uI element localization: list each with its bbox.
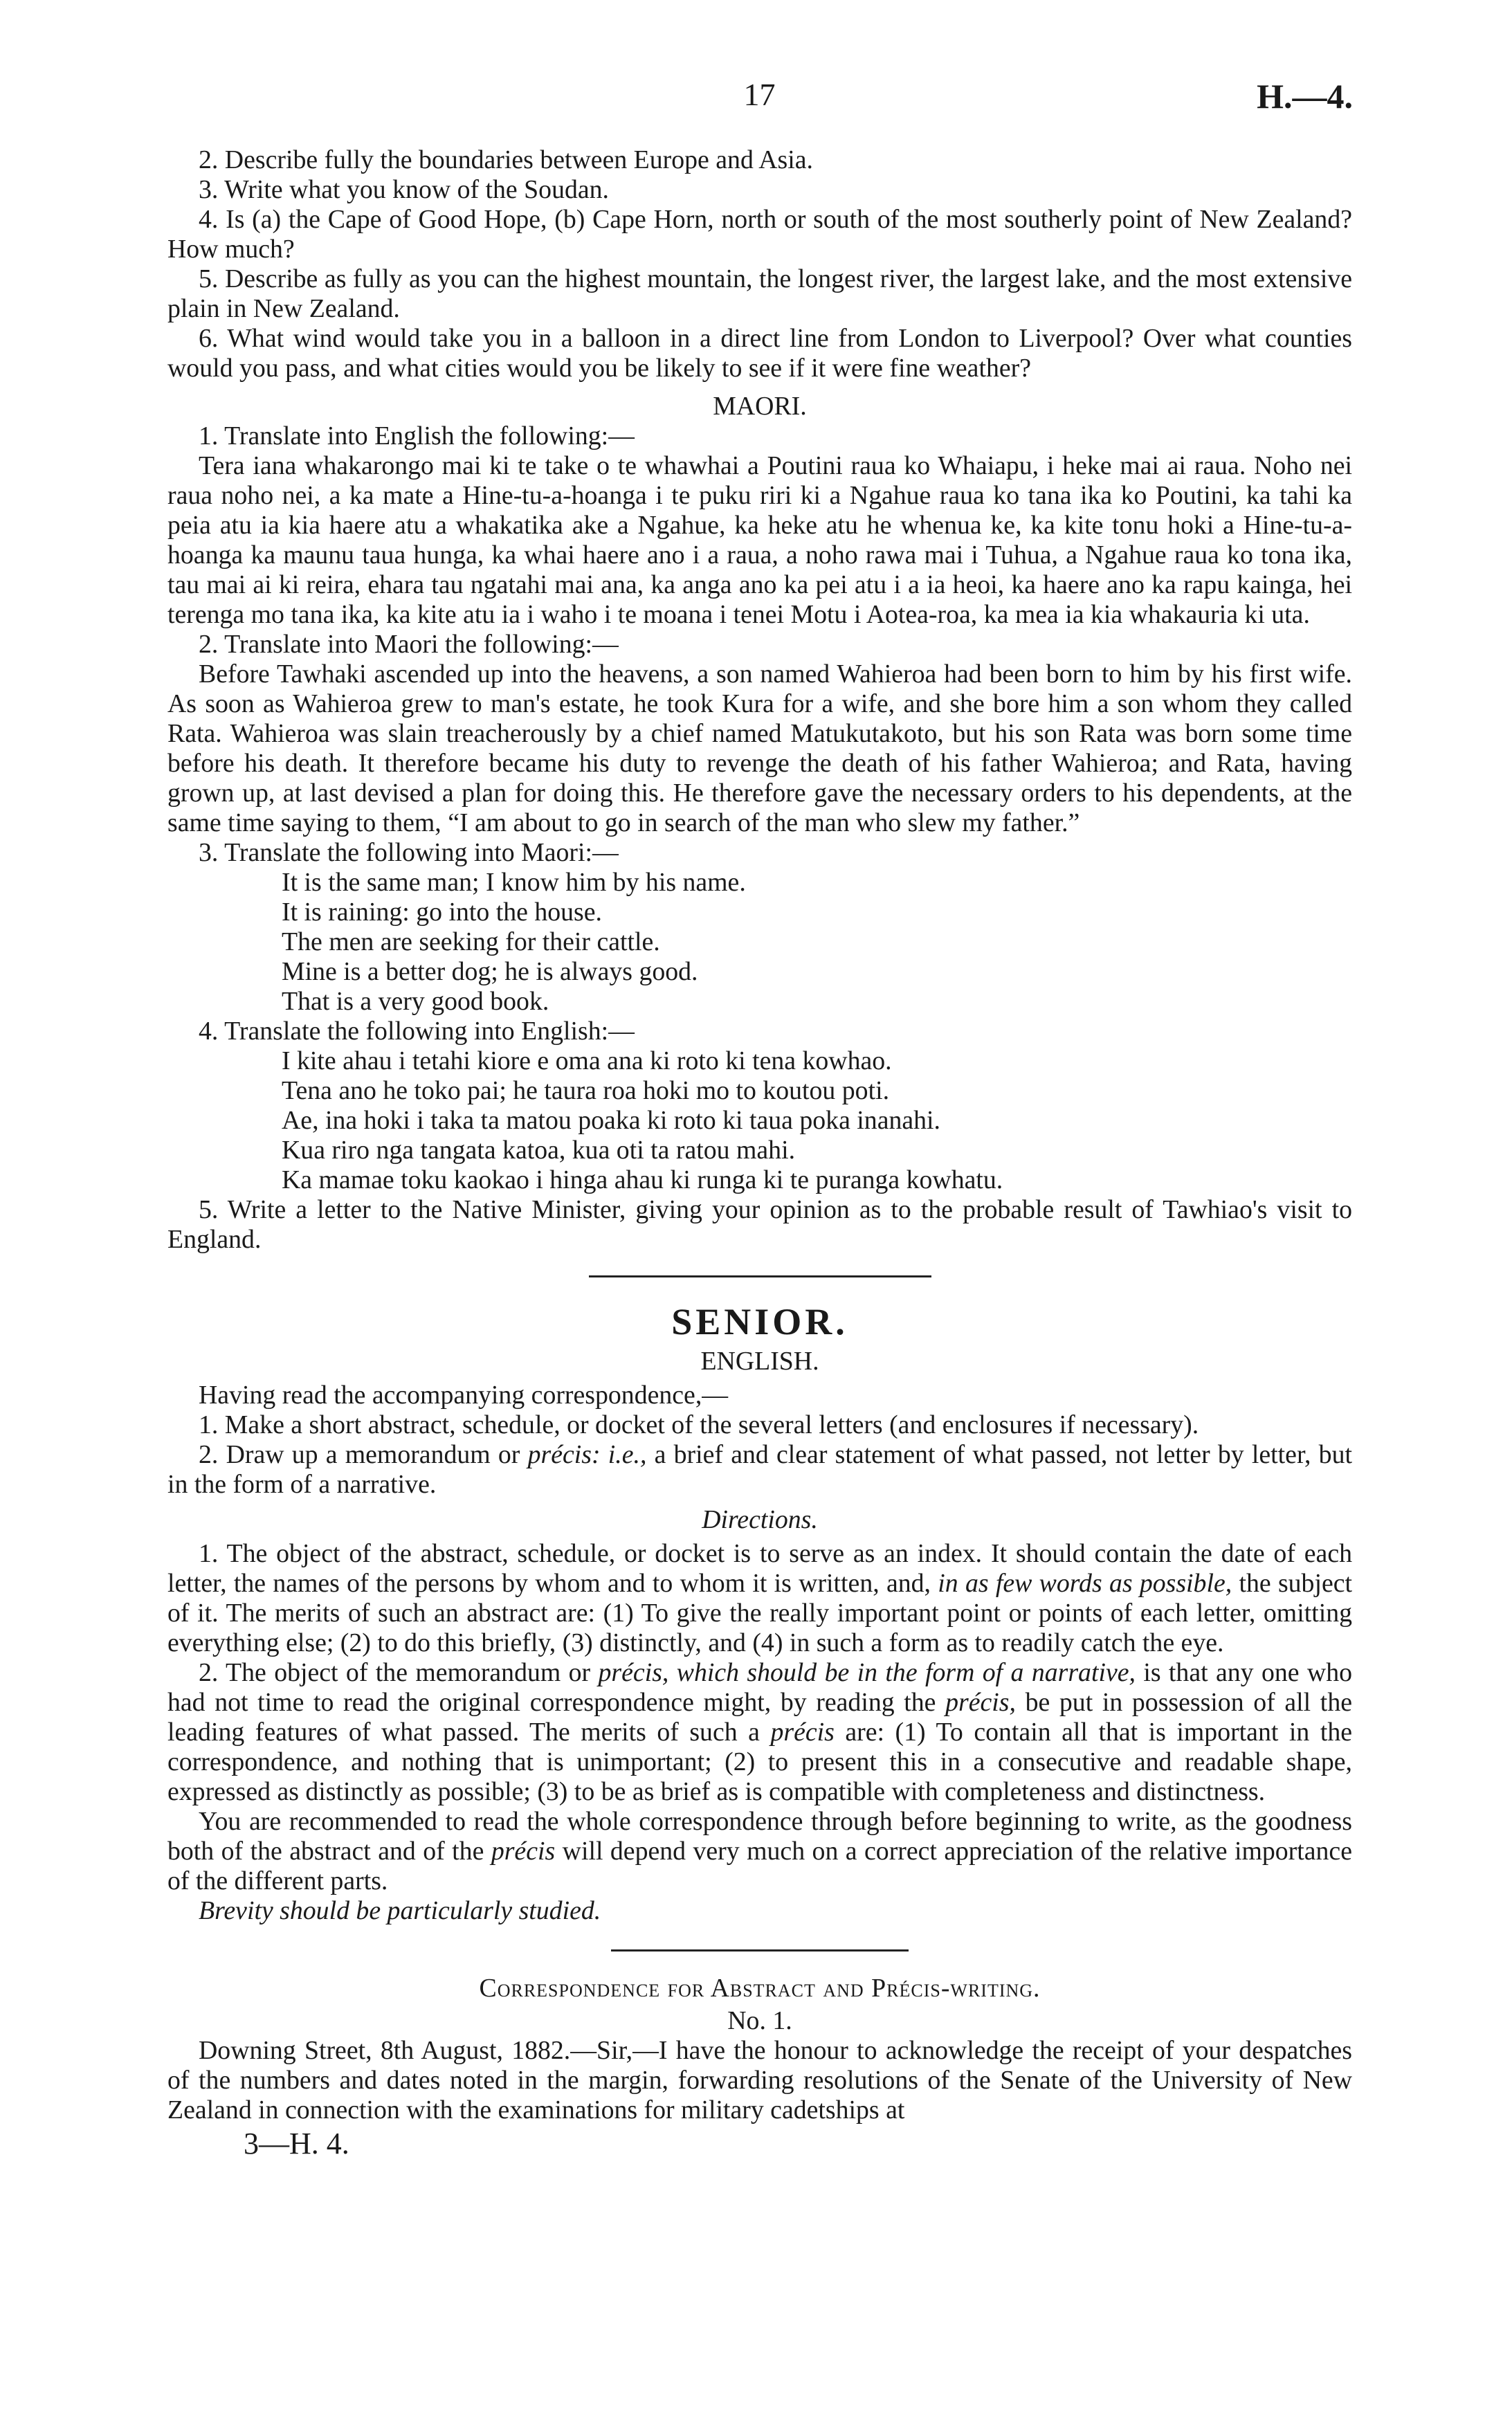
english-heading: ENGLISH.: [700, 1347, 819, 1376]
senior-heading: SENIOR.: [671, 1301, 848, 1343]
maori-q1-text: Tera iana whakarongo mai ki te take o te whawhai a Poutini raua ko Whaiapu, i heke mai ai raua. Noho nei raua noho nei, a ka mate a Hine-tu-a-hoanga i te puku riri ki a Ngahue raua ko tana ika ko Poutini, ka tahi ka peia atu ia kia haere atu a whakatika ake a Ngahue, ka heke atu he whenua ke, ka kite tonu hoki a Hine-tu-a-hoanga ka maunu taua hunga, ka whai haere ano i a raua, a noho rawa mai i Tuhua, a Ngahue raua ko tona ika, tau mai ai ki reira, ehara tau ngatahi mai ana, ka anga ano ka pei atu i a ia heoi, ka haere ano ka rapu kainga, hei terenga mo tana ika, ka kite atu ia i waho i te moana i tenei Motu i Aotea-roa, ka mea ia kia whakauria ki uta.: [167, 451, 1352, 629]
maori-q1-instruction: 1. Translate into English the following:—: [199, 421, 635, 451]
correspondence-divider: [611, 1949, 909, 1951]
geography-question-2: 2. Describe fully the boundaries between Europe and Asia.: [199, 145, 813, 174]
maori-q4-line: Kua riro nga tangata katoa, kua oti ta ratou mahi.: [282, 1136, 796, 1165]
direction-2: 2. The object of the memorandum or précis, which should be in the form of a narrative, is that any one who had not time to read the original correspondence might, by reading the précis, be put in possession of all the leading features of what passed. The merits of such a précis are: (1) To contain all that is important in the correspondence, and nothing that is unimportant; (2) to present this in a consecutive and readable shape, expressed as distinctly as possible; (3) to be as brief as is compatible with completeness and distinctness.: [167, 1658, 1352, 1806]
letter-text: Downing Street, 8th August, 1882.—Sir,—I have the honour to acknowledge the receipt of your despatches of the numbers and dates noted in the margin, forwarding resolutions of the Senate of the University of New Zealand in connection with the examinations for military cadetships at: [167, 2036, 1352, 2125]
maori-q4-line: I kite ahau i tetahi kiore e oma ana ki roto ki tena kowhao.: [282, 1046, 892, 1075]
maori-q3-line: It is the same man; I know him by his name.: [282, 868, 746, 897]
maori-q4-instruction: 4. Translate the following into English:—: [199, 1017, 635, 1046]
letter-number: No. 1.: [727, 2006, 792, 2035]
maori-q3-line: The men are seeking for their cattle.: [282, 927, 660, 956]
section-divider: [589, 1275, 931, 1277]
signature-mark: 3—H. 4.: [244, 2127, 349, 2160]
maori-q3-instruction: 3. Translate the following into Maori:—: [199, 838, 619, 867]
direction-3: You are recommended to read the whole correspondence through before beginning to write, as the goodness both of the abstract and of the précis will depend very much on a correct appreciation of the relative importance of the different parts.: [167, 1807, 1352, 1895]
maori-q5: 5. Write a letter to the Native Minister, giving your opinion as to the probable result of Tawhiao's visit to England.: [167, 1195, 1352, 1254]
directions-heading: Directions.: [702, 1505, 818, 1534]
page-header: [166, 76, 1353, 125]
correspondence-heading: Correspondence for Abstract and Précis-writing.: [479, 1974, 1041, 2003]
maori-q2-text: Before Tawhaki ascended up into the heavens, a son named Wahieroa had been born to him by his first wife. As soon as Wahieroa grew to man's estate, he took Kura for a wife, and she bore him a son whom they called Rata. Wahieroa was slain treacherously by a chief named Matukutakoto, but his son Rata was born some time before his death. It therefore became his duty to revenge the death of his father Wahieroa; and Rata, having grown up, at last devised a plan for doing this. He therefore gave the necessary orders to his dependents, at the same time saying to them, “I am about to go in search of the man who slew my father.”: [167, 659, 1352, 837]
geography-question-6: 6. What wind would take you in a balloon in a direct line from London to Liverpool? Over what counties would you pass, and what cities would you be likely to see if it were fine weather?: [167, 324, 1352, 383]
senior-question-1: 1. Make a short abstract, schedule, or docket of the several letters (and enclosures if necessary).: [199, 1410, 1199, 1439]
maori-q3-line: Mine is a better dog; he is always good.: [282, 957, 698, 986]
direction-1: 1. The object of the abstract, schedule, or docket is to serve as an index. It should contain the date of each letter, the names of the persons by whom and to whom it is written, and, in as few words as possible, the subject of it. The merits of such an abstract are: (1) To give the really important point or points of each letter, omitting everything else; (2) to do this briefly, (3) distinctly, and (4) in such a form as to readily catch the eye.: [167, 1539, 1352, 1657]
maori-q4-line: Tena ano he toko pai; he taura roa hoki mo to koutou poti.: [282, 1076, 890, 1105]
maori-q4-line: Ka mamae toku kaokao i hinga ahau ki runga ki te puranga kowhatu.: [282, 1165, 1003, 1194]
geography-question-5: 5. Describe as fully as you can the highest mountain, the longest river, the largest lake, and the most extensive plain in New Zealand.: [167, 264, 1352, 323]
document-reference: H.—4.: [1257, 77, 1353, 116]
maori-heading: MAORI.: [713, 392, 807, 421]
maori-q2-instruction: 2. Translate into Maori the following:—: [199, 630, 619, 659]
maori-q3-line: That is a very good book.: [282, 987, 549, 1016]
geography-question-4: 4. Is (a) the Cape of Good Hope, (b) Cape Horn, north or south of the most southerly point of New Zealand? How much?: [167, 205, 1352, 264]
brevity-note: Brevity should be particularly studied.: [199, 1896, 601, 1925]
page-content: [167, 145, 1352, 2161]
page-number: 17: [743, 77, 776, 112]
geography-question-3: 3. Write what you know of the Soudan.: [199, 175, 609, 204]
senior-intro: Having read the accompanying correspondence,—: [199, 1381, 729, 1410]
maori-q3-line: It is raining: go into the house.: [282, 898, 602, 927]
senior-question-2: 2. Draw up a memorandum or précis: i.e., a brief and clear statement of what passed, not letter by letter, but in the form of a narrative.: [167, 1440, 1352, 1499]
maori-q4-line: Ae, ina hoki i taka ta matou poaka ki roto ki taua poka inanahi.: [282, 1106, 940, 1135]
